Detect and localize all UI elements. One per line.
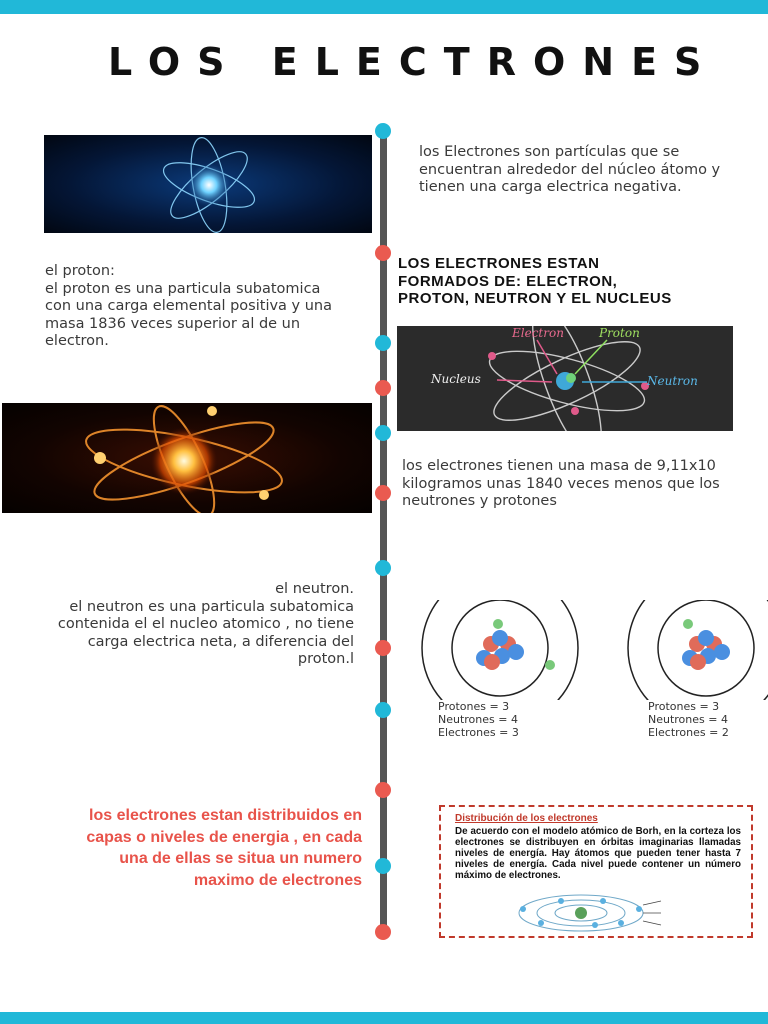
timeline-dot (375, 380, 391, 396)
timeline-dot (375, 485, 391, 501)
top-accent-bar (0, 0, 768, 14)
timeline-dot (375, 335, 391, 351)
timeline-dot (375, 123, 391, 139)
doc-title: Distribución de los electrones (455, 813, 598, 824)
timeline-dot (375, 924, 391, 940)
atom1-protones: Protones = 3 (438, 700, 510, 713)
atom2-neutrones: Neutrones = 4 (648, 713, 728, 726)
atom1-neutrones: Neutrones = 4 (438, 713, 518, 726)
timeline-dot (375, 245, 391, 261)
atom-diagram-1 (412, 600, 587, 745)
timeline-dot (375, 782, 391, 798)
chalk-label-neutron: Neutron (647, 374, 698, 388)
neutron-text: el neutron. el neutron es una particula subatomica contenida el el nucleo atomico , no tiene carga electrica neta, a diferencia del proton.l (57, 581, 354, 667)
proton-text: el proton: el proton es una particula subatomica con una carga elemental positiva y una masa 1836 veces superior al de un electron. (45, 263, 332, 349)
timeline-dot (375, 425, 391, 441)
atom2-protones: Protones = 3 (648, 700, 720, 713)
timeline-dot (375, 858, 391, 874)
chalk-label-proton: Proton (599, 326, 640, 340)
atom1-electrones: Electrones = 3 (438, 726, 519, 739)
formed-heading: LOS ELECTRONES ESTAN FORMADOS DE: ELECTRON, PROTON, NEUTRON Y EL NUCLEUS (398, 255, 672, 307)
timeline-dot (375, 560, 391, 576)
doc-body: De acuerdo con el modelo atómico de Borh, en la corteza los electrones se distribuyen en órbitas imaginarias llamadas niveles de energía. Hay átomos que pueden tener hasta 7 niveles de energía. Cada nivel puede contener un número máximo de electrones. (455, 826, 741, 881)
mass-text: los electrones tienen una masa de 9,11x10 kilogramos unas 1840 veces menos que los neutrones y protones (402, 458, 720, 509)
atom2-electrones: Electrones = 2 (648, 726, 729, 739)
distribution-document-image (439, 805, 753, 938)
blue-atom-image (44, 135, 372, 233)
timeline-dot (375, 640, 391, 656)
page-title: LOS ELECTRONES (108, 40, 719, 84)
distribution-text: los electrones estan distribuidos en capas o niveles de energia , en cada una de ellas se situa un numero maximo de electrones (86, 807, 362, 889)
chalk-label-electron: Electron (512, 326, 564, 340)
bottom-accent-bar (0, 1012, 768, 1024)
chalk-label-nucleus: Nucleus (431, 372, 481, 386)
atom-diagram-2 (618, 600, 768, 745)
timeline-dot (375, 702, 391, 718)
chalkboard-atom-image (397, 326, 733, 431)
fire-atom-image (2, 403, 372, 513)
intro-text: los Electrones son partículas que se encuentran alrededor del núcleo átomo y tienen una carga electrica negativa. (419, 144, 721, 195)
doc-atom-figure (511, 891, 671, 935)
